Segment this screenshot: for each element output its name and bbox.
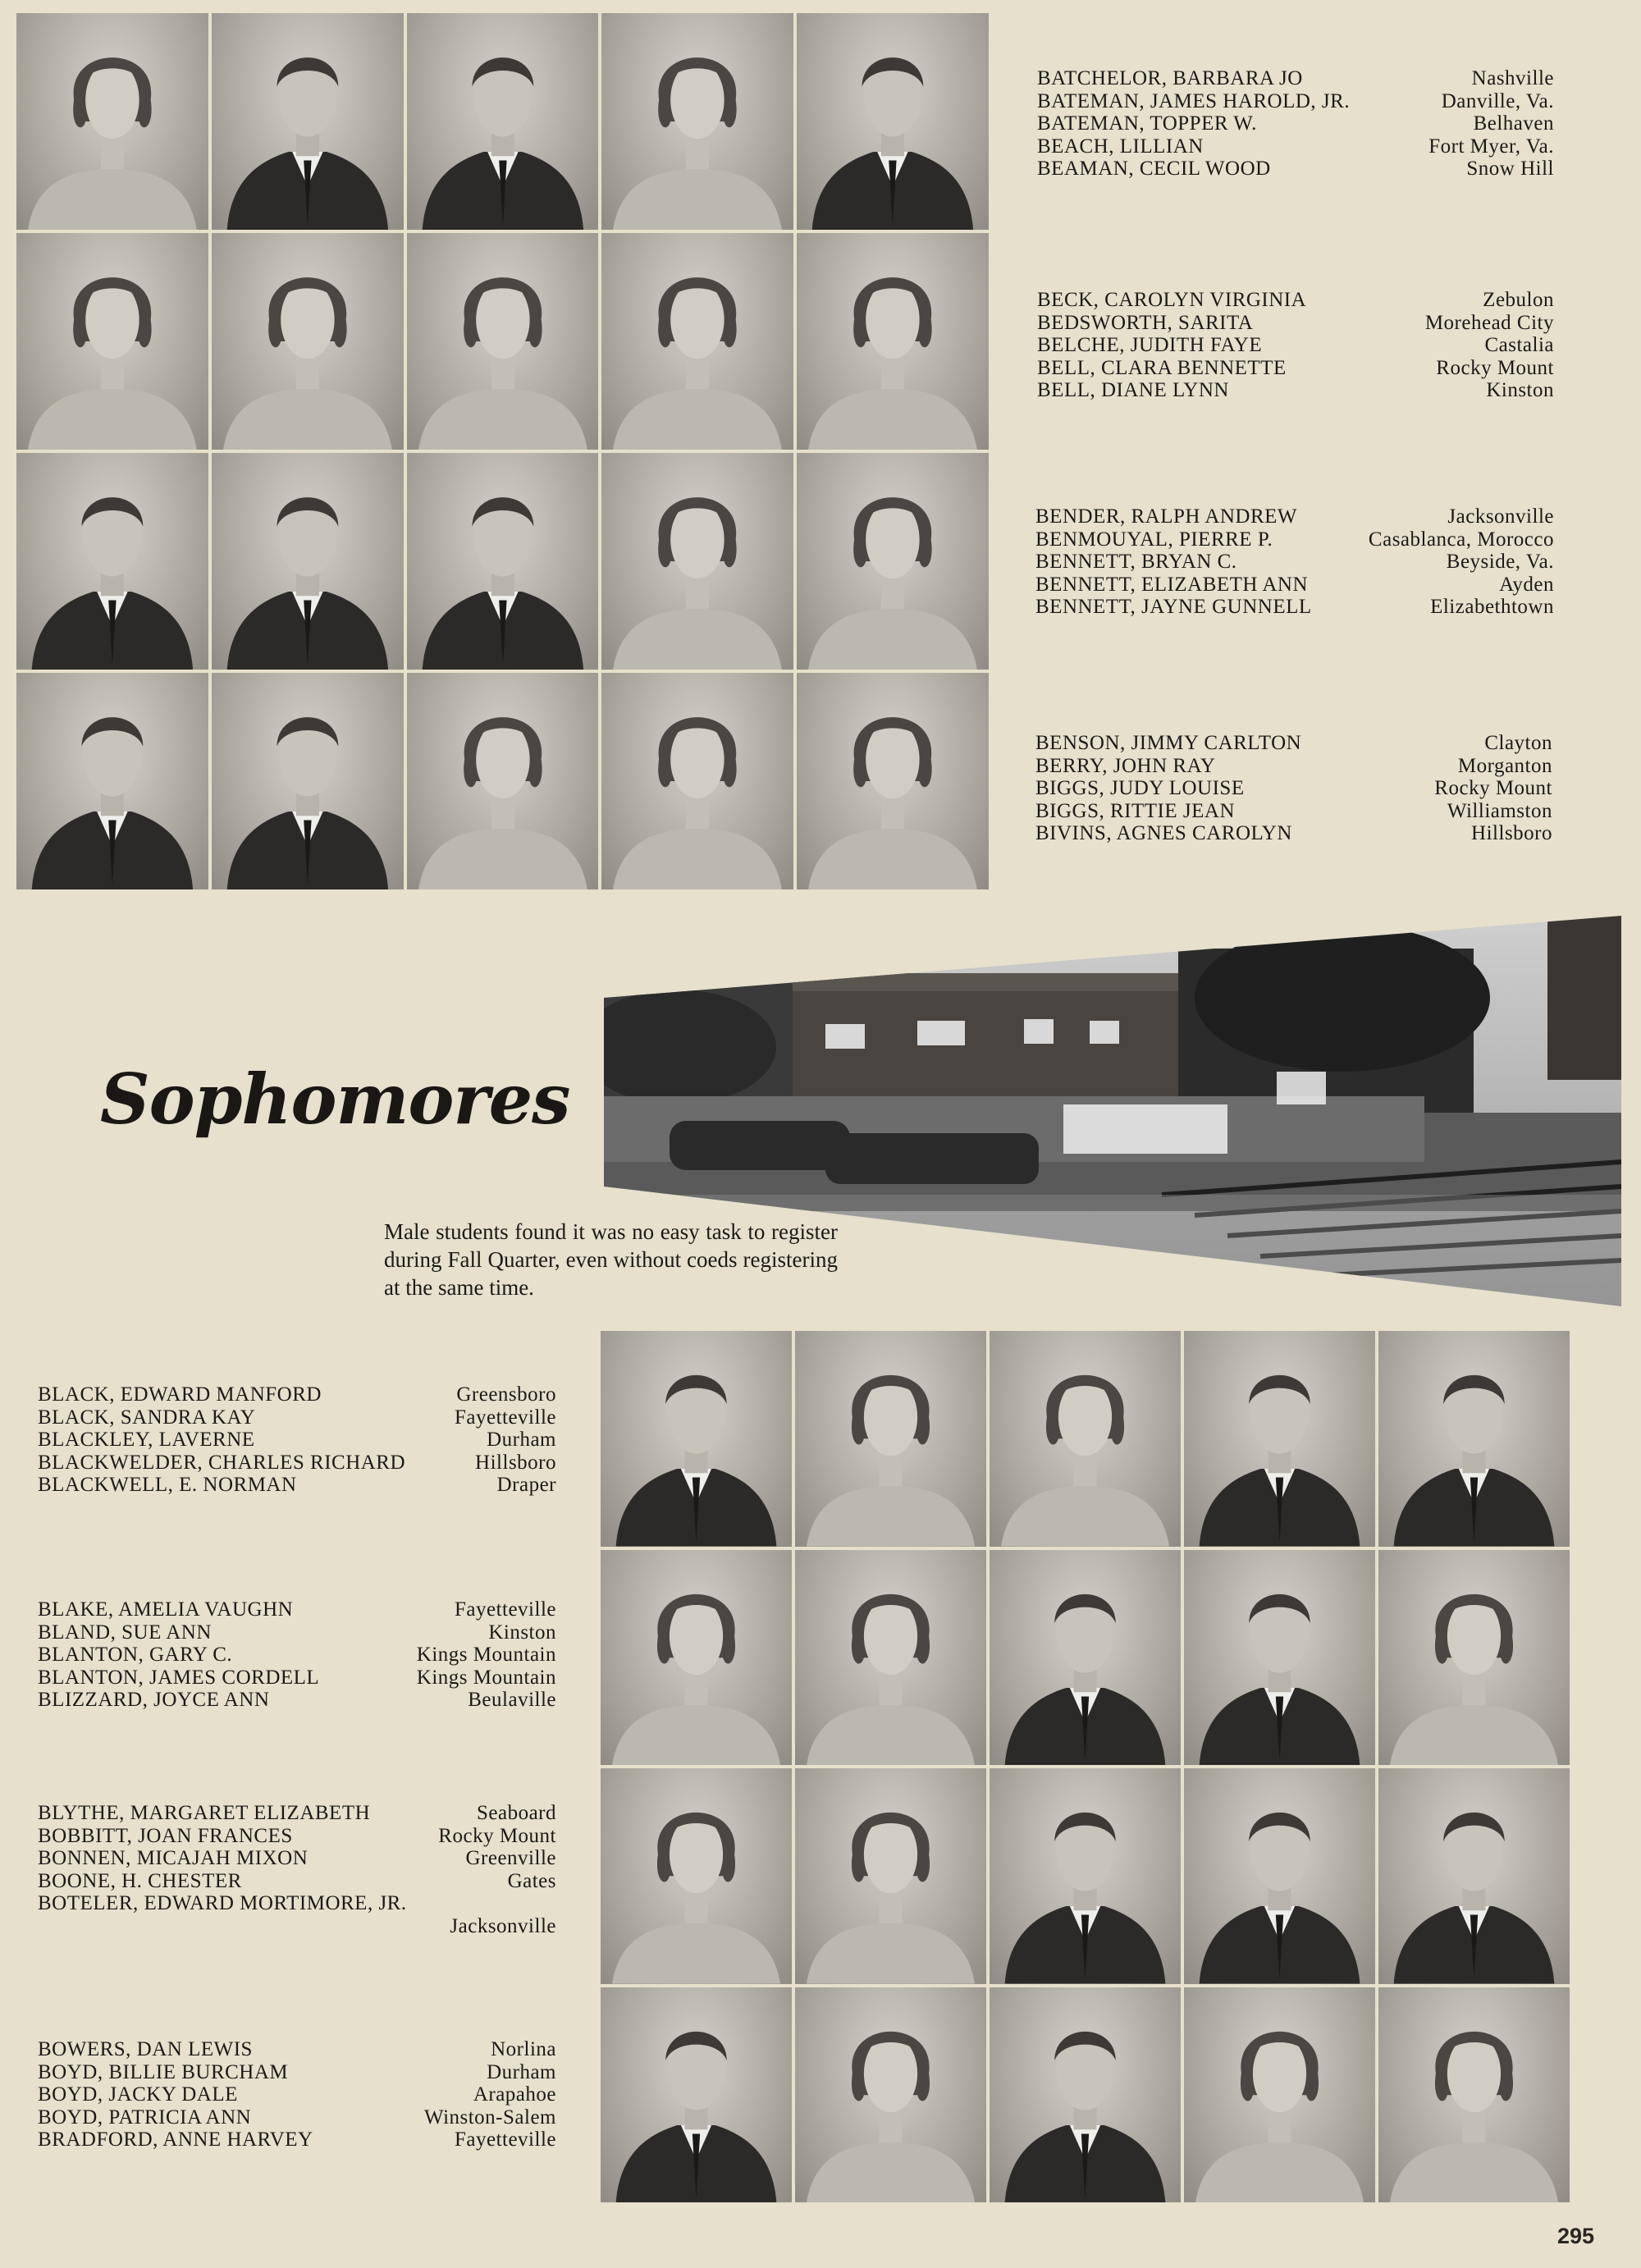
hometown: Clayton <box>1484 732 1552 754</box>
student-name: BENMOUYAL, PIERRE P. <box>1035 528 1273 551</box>
name-entry <box>1035 574 1554 597</box>
student-name: BLAND, SUE ANN <box>38 1621 212 1644</box>
student-portrait <box>797 453 989 670</box>
name-list-group-6 <box>38 1598 556 1712</box>
student-name: BELCHE, JUDITH FAYE <box>1037 334 1263 356</box>
student-portrait <box>1378 1768 1570 1984</box>
student-portrait <box>16 453 208 670</box>
student-name: BOBBITT, JOAN FRANCES <box>38 1824 293 1847</box>
hometown: Kinston <box>488 1621 556 1644</box>
student-name: BENDER, RALPH ANDREW <box>1035 505 1298 528</box>
name-entry <box>38 2083 556 2106</box>
student-portrait <box>795 1550 986 1766</box>
name-entry <box>38 1406 556 1429</box>
student-portrait <box>407 233 599 450</box>
hometown: Belhaven <box>1473 112 1554 135</box>
name-entry <box>38 1644 556 1667</box>
name-entry <box>1037 90 1554 113</box>
student-name: BOONE, H. CHESTER <box>38 1869 242 1892</box>
name-entry <box>38 1847 556 1870</box>
hometown: Seaboard <box>476 1802 556 1824</box>
name-entry <box>38 1825 556 1848</box>
student-name: BEAMAN, CECIL WOOD <box>1037 158 1271 180</box>
hometown: Rocky Mount <box>1436 356 1554 379</box>
student-portrait <box>797 673 989 889</box>
student-portrait <box>601 1331 792 1547</box>
student-portrait <box>16 13 208 230</box>
name-entry <box>38 1621 556 1644</box>
name-entry <box>1035 755 1552 778</box>
student-name: BIGGS, JUDY LOUISE <box>1035 777 1245 799</box>
hometown: Hillsboro <box>1471 822 1552 844</box>
student-name: BIGGS, RITTIE JEAN <box>1035 799 1236 822</box>
student-portrait <box>212 233 404 450</box>
hometown: Castalia <box>1484 334 1554 356</box>
name-entry <box>38 1667 556 1690</box>
name-list-group-7 <box>38 1802 556 1937</box>
student-portrait <box>1184 1550 1375 1766</box>
student-portrait <box>797 233 989 450</box>
student-name: BOYD, PATRICIA ANN <box>38 2106 252 2129</box>
student-name: BENNETT, BRYAN C. <box>1035 551 1237 573</box>
hometown: Fayetteville <box>454 1598 556 1621</box>
student-portrait <box>1378 1550 1570 1766</box>
student-name: BELL, DIANE LYNN <box>1037 379 1229 401</box>
name-entry <box>38 1870 556 1893</box>
student-name: BLANTON, JAMES CORDELL <box>38 1666 320 1689</box>
student-name: BOYD, JACKY DALE <box>38 2083 238 2106</box>
hometown: Morganton <box>1457 754 1552 777</box>
student-name: BATEMAN, JAMES HAROLD, JR. <box>1037 89 1351 112</box>
student-portrait <box>601 1987 792 2203</box>
hometown: Williamston <box>1447 799 1552 822</box>
name-entry <box>1037 112 1554 135</box>
hometown: Greenville <box>465 1847 556 1869</box>
hometown: Kings Mountain <box>416 1666 556 1689</box>
student-portrait <box>601 1550 792 1766</box>
hometown: Kinston <box>1486 379 1554 401</box>
hometown: Fort Myer, Va. <box>1428 135 1554 158</box>
student-name: BLACK, EDWARD MANFORD <box>38 1383 322 1406</box>
student-name: BIVINS, AGNES CAROLYN <box>1035 822 1292 844</box>
student-portrait <box>1184 1768 1375 1984</box>
student-name: BLIZZARD, JOYCE ANN <box>38 1689 270 1711</box>
student-name: BERRY, JOHN RAY <box>1035 754 1216 777</box>
student-name: BLACK, SANDRA KAY <box>38 1406 256 1429</box>
student-name: BLAKE, AMELIA VAUGHN <box>38 1598 294 1621</box>
student-name: BECK, CAROLYN VIRGINIA <box>1037 289 1307 311</box>
student-name: BATCHELOR, BARBARA JO <box>1037 67 1303 89</box>
hometown: Rocky Mount <box>1434 777 1552 799</box>
student-name: BEACH, LILLIAN <box>1037 135 1204 158</box>
hometown: Fayetteville <box>454 1406 556 1429</box>
top-portrait-grid <box>16 13 989 889</box>
name-entry <box>1037 357 1554 380</box>
name-entry <box>38 1474 556 1497</box>
name-entry <box>1035 777 1552 800</box>
name-entry <box>1035 732 1552 755</box>
name-list-group-1 <box>1037 67 1554 181</box>
name-list-group-2 <box>1037 289 1554 402</box>
name-entry <box>1035 505 1554 528</box>
student-portrait <box>601 13 793 230</box>
name-entry <box>1037 289 1554 312</box>
student-name: BENSON, JIMMY CARLTON <box>1035 732 1302 754</box>
student-portrait <box>1378 1987 1570 2203</box>
student-portrait <box>407 673 599 889</box>
student-name: BOWERS, DAN LEWIS <box>38 2038 253 2060</box>
name-entry <box>38 1689 556 1712</box>
name-entry <box>1037 158 1554 181</box>
hometown: Elizabethtown <box>1430 596 1554 618</box>
name-entry <box>1037 379 1554 402</box>
hometown: Draper <box>496 1474 556 1496</box>
hometown: Casablanca, Morocco <box>1368 528 1554 551</box>
name-entry <box>1037 312 1554 335</box>
student-portrait <box>601 1768 792 1984</box>
name-entry <box>38 2061 556 2084</box>
student-portrait <box>1184 1987 1375 2203</box>
student-portrait <box>212 13 404 230</box>
name-entry <box>1035 528 1554 551</box>
hometown: Ayden <box>1499 573 1554 596</box>
photo-caption: Male students found it was no easy task to register during Fall Quarter, even without coeds registering at the same time. <box>384 1219 838 1300</box>
student-portrait <box>990 1550 1181 1766</box>
hometown: Danville, Va. <box>1441 89 1554 112</box>
hometown: Winston-Salem <box>423 2106 556 2129</box>
name-entry <box>38 1915 556 1938</box>
student-portrait <box>990 1331 1181 1547</box>
hometown: Beulaville <box>468 1689 556 1711</box>
student-portrait <box>16 233 208 450</box>
name-entry <box>1035 800 1552 823</box>
hometown: Hillsboro <box>475 1451 556 1474</box>
student-name: BATEMAN, TOPPER W. <box>1037 112 1257 135</box>
hometown: Durham <box>487 1429 556 1451</box>
page-number: 295 <box>1557 2224 1595 2248</box>
hometown: Nashville <box>1471 67 1554 89</box>
student-portrait <box>797 13 989 230</box>
name-entry <box>1037 135 1554 158</box>
name-list-group-4 <box>1035 732 1552 845</box>
bottom-portrait-grid <box>601 1331 1570 2202</box>
student-portrait <box>16 673 208 889</box>
name-list-group-5 <box>38 1383 556 1497</box>
student-portrait <box>1184 1331 1375 1547</box>
name-list-group-8 <box>38 2038 556 2151</box>
student-portrait <box>795 1987 986 2203</box>
student-name: BLACKWELDER, CHARLES RICHARD <box>38 1451 406 1474</box>
hometown: Beyside, Va. <box>1446 551 1554 573</box>
name-entry <box>38 2038 556 2061</box>
name-entry <box>38 1598 556 1621</box>
student-name: BLACKWELL, E. NORMAN <box>38 1474 297 1496</box>
hometown: Durham <box>487 2060 556 2083</box>
student-name: BENNETT, JAYNE GUNNELL <box>1035 596 1312 618</box>
hometown: Zebulon <box>1483 289 1554 311</box>
hometown: Jacksonville <box>1447 505 1554 528</box>
name-entry <box>1035 551 1554 574</box>
student-name: BOYD, BILLIE BURCHAM <box>38 2060 289 2083</box>
student-name: BLANTON, GARY C. <box>38 1644 233 1666</box>
name-entry <box>1037 67 1554 90</box>
name-entry <box>38 1452 556 1475</box>
student-name: BLACKLEY, LAVERNE <box>38 1429 255 1451</box>
student-portrait <box>601 673 793 889</box>
student-name: BELL, CLARA BENNETTE <box>1037 356 1287 379</box>
student-portrait <box>212 673 404 889</box>
name-entry <box>38 2106 556 2129</box>
student-portrait <box>795 1331 986 1547</box>
name-entry <box>38 1892 556 1915</box>
hometown: Rocky Mount <box>438 1824 556 1847</box>
student-name: BRADFORD, ANNE HARVEY <box>38 2129 313 2151</box>
student-name: BOTELER, EDWARD MORTIMORE, JR. <box>38 1892 407 1914</box>
student-portrait <box>601 233 793 450</box>
hometown: Gates <box>507 1869 556 1892</box>
hometown: Kings Mountain <box>416 1644 556 1666</box>
hometown: Greensboro <box>456 1383 556 1406</box>
student-name: BLYTHE, MARGARET ELIZABETH <box>38 1802 371 1824</box>
student-name: BEDSWORTH, SARITA <box>1037 311 1254 334</box>
student-name: BENNETT, ELIZABETH ANN <box>1035 573 1309 596</box>
student-portrait <box>990 1987 1181 2203</box>
student-portrait <box>990 1768 1181 1984</box>
student-name: BONNEN, MICAJAH MIXON <box>38 1847 309 1869</box>
student-portrait <box>407 453 599 670</box>
hometown: Morehead City <box>1424 311 1554 334</box>
student-portrait <box>795 1768 986 1984</box>
hometown: Norlina <box>491 2038 556 2060</box>
hometown: Jacksonville <box>450 1914 556 1937</box>
student-portrait <box>407 13 599 230</box>
name-entry <box>38 1429 556 1452</box>
name-entry <box>1037 334 1554 357</box>
name-entry <box>38 1383 556 1406</box>
hometown: Fayetteville <box>454 2129 556 2151</box>
section-heading: Sophomores <box>100 1059 570 1140</box>
name-entry <box>38 1802 556 1825</box>
name-entry <box>38 2129 556 2151</box>
student-portrait <box>1378 1331 1570 1547</box>
student-portrait <box>601 453 793 670</box>
name-entry <box>1035 596 1554 619</box>
hometown: Snow Hill <box>1466 158 1554 180</box>
name-entry <box>1035 822 1552 845</box>
name-list-group-3 <box>1035 505 1554 619</box>
hometown: Arapahoe <box>473 2083 556 2106</box>
student-portrait <box>212 453 404 670</box>
